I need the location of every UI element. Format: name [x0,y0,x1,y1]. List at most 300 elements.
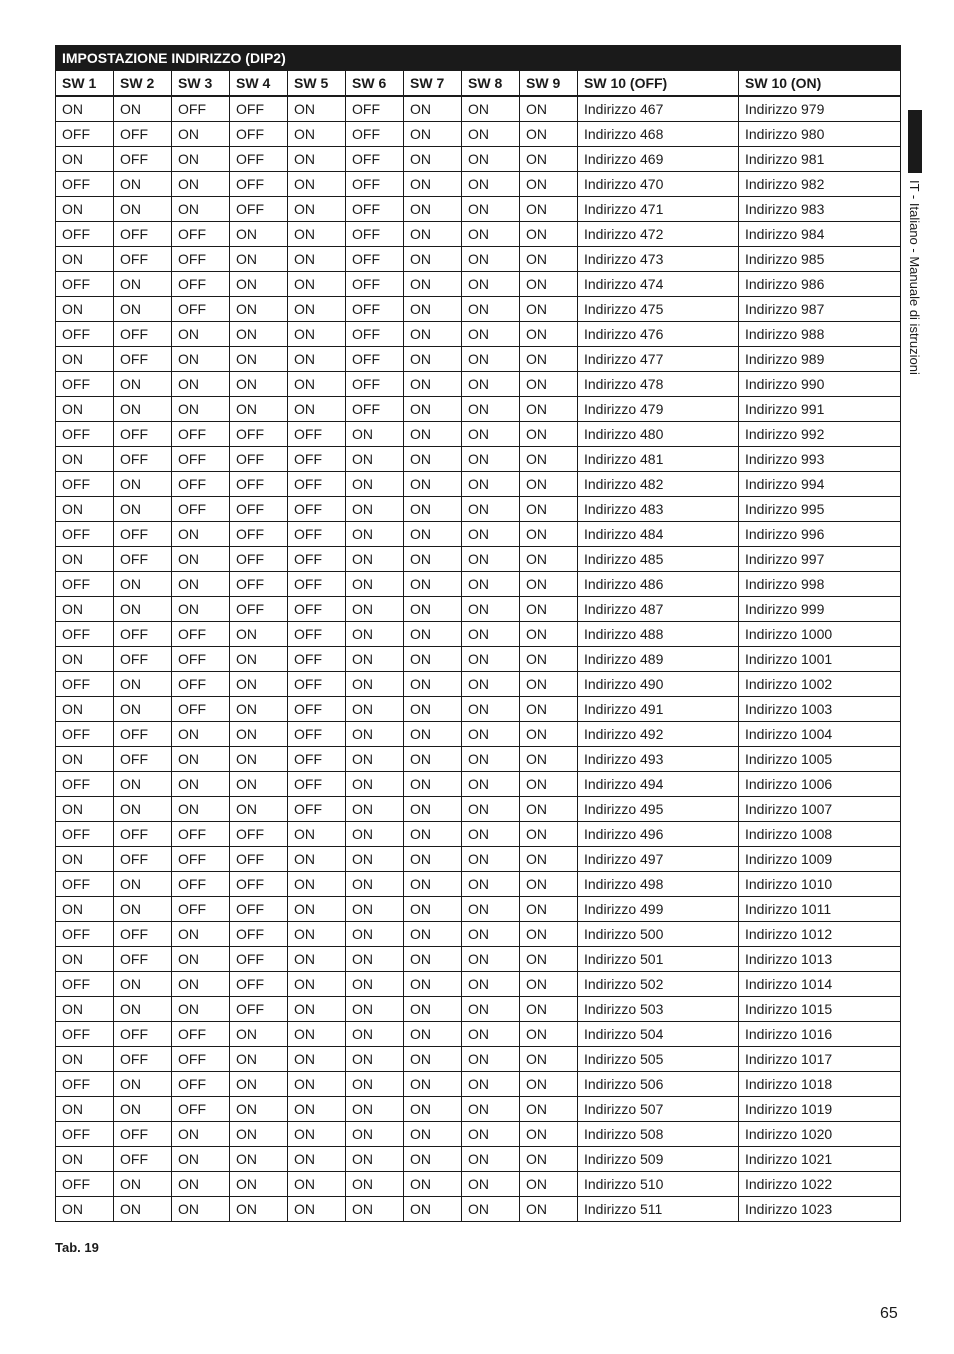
address-cell: Indirizzo 505 [578,1047,739,1072]
switch-state-cell: ON [114,997,172,1022]
switch-state-cell: ON [172,797,230,822]
switch-state-cell: OFF [230,972,288,997]
switch-state-cell: ON [404,622,462,647]
switch-state-cell: ON [56,847,114,872]
table-row [56,897,901,922]
switch-state-cell: ON [404,422,462,447]
switch-state-cell: ON [114,96,172,122]
column-header: SW 2 [114,71,172,97]
switch-state-cell: OFF [230,472,288,497]
switch-state-cell: ON [172,972,230,997]
switch-state-cell: OFF [346,297,404,322]
switch-state-cell: ON [114,172,172,197]
switch-state-cell: OFF [56,922,114,947]
switch-state-cell: OFF [114,722,172,747]
switch-state-cell: OFF [346,372,404,397]
address-cell: Indirizzo 1013 [739,947,901,972]
switch-state-cell: ON [56,1197,114,1222]
address-cell: Indirizzo 994 [739,472,901,497]
switch-state-cell: OFF [288,647,346,672]
column-header: SW 8 [462,71,520,97]
table-row [56,372,901,397]
table-row [56,1172,901,1197]
switch-state-cell: ON [346,472,404,497]
address-cell: Indirizzo 1008 [739,822,901,847]
switch-state-cell: ON [404,172,462,197]
switch-state-cell: ON [520,572,578,597]
address-cell: Indirizzo 491 [578,697,739,722]
switch-state-cell: ON [172,747,230,772]
switch-state-cell: ON [346,997,404,1022]
switch-state-cell: ON [114,772,172,797]
switch-state-cell: OFF [56,372,114,397]
switch-state-cell: ON [462,1097,520,1122]
switch-state-cell: ON [288,1197,346,1222]
switch-state-cell: ON [230,1022,288,1047]
table-row [56,1122,901,1147]
switch-state-cell: ON [404,347,462,372]
switch-state-cell: OFF [114,122,172,147]
switch-state-cell: OFF [172,472,230,497]
switch-state-cell: ON [520,447,578,472]
switch-state-cell: ON [172,1172,230,1197]
table-header-row [56,71,901,97]
switch-state-cell: ON [288,1072,346,1097]
switch-state-cell: ON [56,547,114,572]
switch-state-cell: ON [462,1072,520,1097]
switch-state-cell: ON [346,922,404,947]
switch-state-cell: ON [172,947,230,972]
switch-state-cell: ON [462,1172,520,1197]
table-row [56,622,901,647]
address-cell: Indirizzo 471 [578,197,739,222]
switch-state-cell: ON [346,422,404,447]
switch-state-cell: ON [172,322,230,347]
switch-state-cell: ON [520,197,578,222]
address-cell: Indirizzo 476 [578,322,739,347]
switch-state-cell: OFF [172,247,230,272]
address-cell: Indirizzo 1021 [739,1147,901,1172]
address-cell: Indirizzo 991 [739,397,901,422]
switch-state-cell: ON [404,947,462,972]
switch-state-cell: OFF [172,672,230,697]
switch-state-cell: ON [346,847,404,872]
table-row [56,547,901,572]
switch-state-cell: ON [404,122,462,147]
switch-state-cell: ON [404,497,462,522]
address-cell: Indirizzo 477 [578,347,739,372]
switch-state-cell: OFF [172,1047,230,1072]
switch-state-cell: ON [462,247,520,272]
switch-state-cell: ON [462,747,520,772]
switch-state-cell: OFF [172,497,230,522]
switch-state-cell: ON [404,522,462,547]
address-cell: Indirizzo 496 [578,822,739,847]
table-row [56,322,901,347]
address-cell: Indirizzo 498 [578,872,739,897]
switch-state-cell: ON [462,172,520,197]
switch-state-cell: OFF [114,1047,172,1072]
switch-state-cell: ON [520,697,578,722]
switch-state-cell: ON [462,772,520,797]
switch-state-cell: ON [114,272,172,297]
switch-state-cell: ON [520,372,578,397]
switch-state-cell: ON [172,1197,230,1222]
table-row [56,447,901,472]
switch-state-cell: ON [172,172,230,197]
switch-state-cell: ON [230,647,288,672]
switch-state-cell: ON [520,897,578,922]
switch-state-cell: OFF [172,822,230,847]
switch-state-cell: ON [520,747,578,772]
column-header: SW 3 [172,71,230,97]
switch-state-cell: OFF [288,747,346,772]
table-row [56,522,901,547]
switch-state-cell: ON [172,372,230,397]
table-row [56,147,901,172]
address-cell: Indirizzo 493 [578,747,739,772]
switch-state-cell: OFF [346,172,404,197]
table-row [56,797,901,822]
table-row [56,747,901,772]
side-language-label: IT - Italiano - Manuale di istruzioni [907,180,922,375]
switch-state-cell: OFF [114,1022,172,1047]
switch-state-cell: OFF [288,697,346,722]
switch-state-cell: OFF [288,572,346,597]
table-row [56,822,901,847]
switch-state-cell: OFF [56,522,114,547]
switch-state-cell: ON [114,372,172,397]
switch-state-cell: ON [404,96,462,122]
address-cell: Indirizzo 504 [578,1022,739,1047]
switch-state-cell: ON [520,672,578,697]
switch-state-cell: ON [462,947,520,972]
switch-state-cell: ON [520,797,578,822]
switch-state-cell: ON [346,647,404,672]
address-cell: Indirizzo 1018 [739,1072,901,1097]
switch-state-cell: OFF [172,222,230,247]
switch-state-cell: ON [404,1097,462,1122]
switch-state-cell: OFF [56,672,114,697]
table-row [56,422,901,447]
switch-state-cell: ON [114,197,172,222]
address-cell: Indirizzo 987 [739,297,901,322]
switch-state-cell: ON [56,197,114,222]
address-cell: Indirizzo 506 [578,1072,739,1097]
table-row [56,922,901,947]
switch-state-cell: ON [346,872,404,897]
switch-state-cell: ON [346,1022,404,1047]
switch-state-cell: ON [462,422,520,447]
switch-state-cell: OFF [288,422,346,447]
address-cell: Indirizzo 1009 [739,847,901,872]
address-cell: Indirizzo 1010 [739,872,901,897]
switch-state-cell: ON [404,222,462,247]
switch-state-cell: OFF [172,847,230,872]
switch-state-cell: ON [520,322,578,347]
switch-state-cell: OFF [288,547,346,572]
switch-state-cell: OFF [172,1022,230,1047]
switch-state-cell: ON [114,972,172,997]
switch-state-cell: OFF [114,447,172,472]
switch-state-cell: ON [172,122,230,147]
address-cell: Indirizzo 1016 [739,1022,901,1047]
switch-state-cell: ON [404,797,462,822]
column-header: SW 4 [230,71,288,97]
switch-state-cell: ON [520,997,578,1022]
switch-state-cell: ON [462,1122,520,1147]
switch-state-cell: ON [56,347,114,372]
address-cell: Indirizzo 468 [578,122,739,147]
switch-state-cell: OFF [56,322,114,347]
switch-state-cell: ON [462,872,520,897]
address-cell: Indirizzo 474 [578,272,739,297]
switch-state-cell: OFF [230,872,288,897]
table-row [56,1097,901,1122]
switch-state-cell: ON [520,822,578,847]
switch-state-cell: ON [346,572,404,597]
address-cell: Indirizzo 485 [578,547,739,572]
switch-state-cell: ON [520,247,578,272]
switch-state-cell: ON [520,222,578,247]
address-cell: Indirizzo 1014 [739,972,901,997]
switch-state-cell: ON [230,297,288,322]
switch-state-cell: ON [172,572,230,597]
address-cell: Indirizzo 989 [739,347,901,372]
page-number: 65 [880,1305,898,1322]
switch-state-cell: OFF [114,847,172,872]
switch-state-cell: ON [462,1022,520,1047]
switch-state-cell: ON [520,347,578,372]
switch-state-cell: ON [520,1147,578,1172]
switch-state-cell: ON [56,797,114,822]
switch-state-cell: ON [462,272,520,297]
address-cell: Indirizzo 1000 [739,622,901,647]
switch-state-cell: ON [404,447,462,472]
address-cell: Indirizzo 509 [578,1147,739,1172]
switch-state-cell: OFF [172,1072,230,1097]
switch-state-cell: OFF [230,172,288,197]
table-caption: Tab. 19 [55,1240,99,1255]
address-cell: Indirizzo 1012 [739,922,901,947]
switch-state-cell: ON [56,96,114,122]
switch-state-cell: ON [288,272,346,297]
switch-state-cell: ON [462,322,520,347]
address-cell: Indirizzo 985 [739,247,901,272]
switch-state-cell: ON [520,147,578,172]
switch-state-cell: ON [520,1122,578,1147]
table-row [56,722,901,747]
switch-state-cell: ON [520,397,578,422]
switch-state-cell: ON [520,1097,578,1122]
switch-state-cell: ON [56,897,114,922]
switch-state-cell: OFF [56,422,114,447]
switch-state-cell: OFF [114,247,172,272]
switch-state-cell: ON [520,847,578,872]
switch-state-cell: ON [114,597,172,622]
switch-state-cell: ON [520,872,578,897]
address-cell: Indirizzo 1022 [739,1172,901,1197]
switch-state-cell: OFF [56,772,114,797]
switch-state-cell: ON [288,172,346,197]
switch-state-cell: ON [462,1047,520,1072]
switch-state-cell: ON [346,1097,404,1122]
switch-state-cell: ON [114,872,172,897]
switch-state-cell: ON [520,597,578,622]
switch-state-cell: ON [346,1047,404,1072]
switch-state-cell: ON [404,1147,462,1172]
address-cell: Indirizzo 495 [578,797,739,822]
address-cell: Indirizzo 1007 [739,797,901,822]
switch-state-cell: OFF [346,147,404,172]
switch-state-cell: ON [346,1072,404,1097]
switch-state-cell: ON [114,1172,172,1197]
switch-state-cell: OFF [288,472,346,497]
switch-state-cell: ON [288,122,346,147]
switch-state-cell: OFF [346,96,404,122]
switch-state-cell: OFF [114,622,172,647]
address-cell: Indirizzo 999 [739,597,901,622]
switch-state-cell: ON [114,497,172,522]
switch-state-cell: ON [114,1072,172,1097]
switch-state-cell: ON [56,297,114,322]
switch-state-cell: OFF [346,197,404,222]
switch-state-cell: ON [346,1147,404,1172]
address-cell: Indirizzo 478 [578,372,739,397]
switch-state-cell: OFF [230,497,288,522]
switch-state-cell: ON [462,672,520,697]
table-row [56,347,901,372]
switch-state-cell: ON [56,747,114,772]
switch-state-cell: ON [404,297,462,322]
address-cell: Indirizzo 483 [578,497,739,522]
switch-state-cell: ON [404,897,462,922]
address-cell: Indirizzo 1017 [739,1047,901,1072]
switch-state-cell: ON [520,522,578,547]
switch-state-cell: OFF [172,1097,230,1122]
switch-state-cell: ON [404,997,462,1022]
switch-state-cell: ON [404,197,462,222]
switch-state-cell: ON [404,547,462,572]
switch-state-cell: ON [114,1197,172,1222]
switch-state-cell: ON [462,597,520,622]
table-row [56,172,901,197]
switch-state-cell: ON [230,1172,288,1197]
switch-state-cell: OFF [346,122,404,147]
switch-state-cell: ON [288,1122,346,1147]
switch-state-cell: ON [288,297,346,322]
table-row [56,397,901,422]
switch-state-cell: ON [520,1072,578,1097]
column-header: SW 10 (OFF) [578,71,739,97]
switch-state-cell: ON [404,1197,462,1222]
switch-state-cell: ON [462,147,520,172]
switch-state-cell: ON [172,347,230,372]
table-row [56,247,901,272]
switch-state-cell: OFF [172,297,230,322]
table-row [56,947,901,972]
switch-state-cell: ON [230,697,288,722]
switch-state-cell: OFF [172,96,230,122]
switch-state-cell: OFF [230,597,288,622]
switch-state-cell: OFF [172,872,230,897]
switch-state-cell: OFF [230,922,288,947]
switch-state-cell: ON [520,297,578,322]
switch-state-cell: OFF [288,672,346,697]
table-row [56,1197,901,1222]
column-header: SW 6 [346,71,404,97]
address-cell: Indirizzo 996 [739,522,901,547]
switch-state-cell: ON [404,772,462,797]
address-cell: Indirizzo 1015 [739,997,901,1022]
switch-state-cell: ON [404,597,462,622]
table-row [56,122,901,147]
table-body [56,96,901,1222]
switch-state-cell: ON [56,247,114,272]
switch-state-cell: ON [230,372,288,397]
switch-state-cell: OFF [114,547,172,572]
switch-state-cell: OFF [230,522,288,547]
address-cell: Indirizzo 995 [739,497,901,522]
switch-state-cell: OFF [288,797,346,822]
switch-state-cell: OFF [56,122,114,147]
switch-state-cell: ON [404,1172,462,1197]
switch-state-cell: ON [230,1197,288,1222]
switch-state-cell: ON [56,997,114,1022]
switch-state-cell: ON [346,697,404,722]
switch-state-cell: OFF [56,222,114,247]
switch-state-cell: ON [404,1122,462,1147]
switch-state-cell: OFF [56,622,114,647]
address-cell: Indirizzo 1019 [739,1097,901,1122]
address-cell: Indirizzo 486 [578,572,739,597]
switch-state-cell: OFF [346,347,404,372]
address-cell: Indirizzo 488 [578,622,739,647]
switch-state-cell: OFF [56,722,114,747]
address-cell: Indirizzo 484 [578,522,739,547]
switch-state-cell: ON [462,847,520,872]
switch-state-cell: ON [520,472,578,497]
table-row [56,96,901,122]
switch-state-cell: OFF [56,472,114,497]
column-header: SW 9 [520,71,578,97]
switch-state-cell: OFF [114,747,172,772]
switch-state-cell: ON [172,547,230,572]
switch-state-cell: ON [462,472,520,497]
switch-state-cell: ON [404,247,462,272]
switch-state-cell: ON [230,672,288,697]
switch-state-cell: ON [288,347,346,372]
switch-state-cell: ON [520,622,578,647]
switch-state-cell: ON [230,722,288,747]
switch-state-cell: OFF [114,1147,172,1172]
switch-state-cell: ON [230,1147,288,1172]
switch-state-cell: ON [404,1047,462,1072]
table-row [56,972,901,997]
switch-state-cell: OFF [172,422,230,447]
switch-state-cell: ON [404,372,462,397]
address-cell: Indirizzo 983 [739,197,901,222]
switch-state-cell: ON [230,1097,288,1122]
switch-state-cell: ON [404,822,462,847]
address-cell: Indirizzo 993 [739,447,901,472]
address-cell: Indirizzo 499 [578,897,739,922]
switch-state-cell: ON [404,322,462,347]
switch-state-cell: OFF [172,697,230,722]
dip-address-table [55,45,901,1222]
switch-state-cell: OFF [288,497,346,522]
switch-state-cell: ON [462,497,520,522]
